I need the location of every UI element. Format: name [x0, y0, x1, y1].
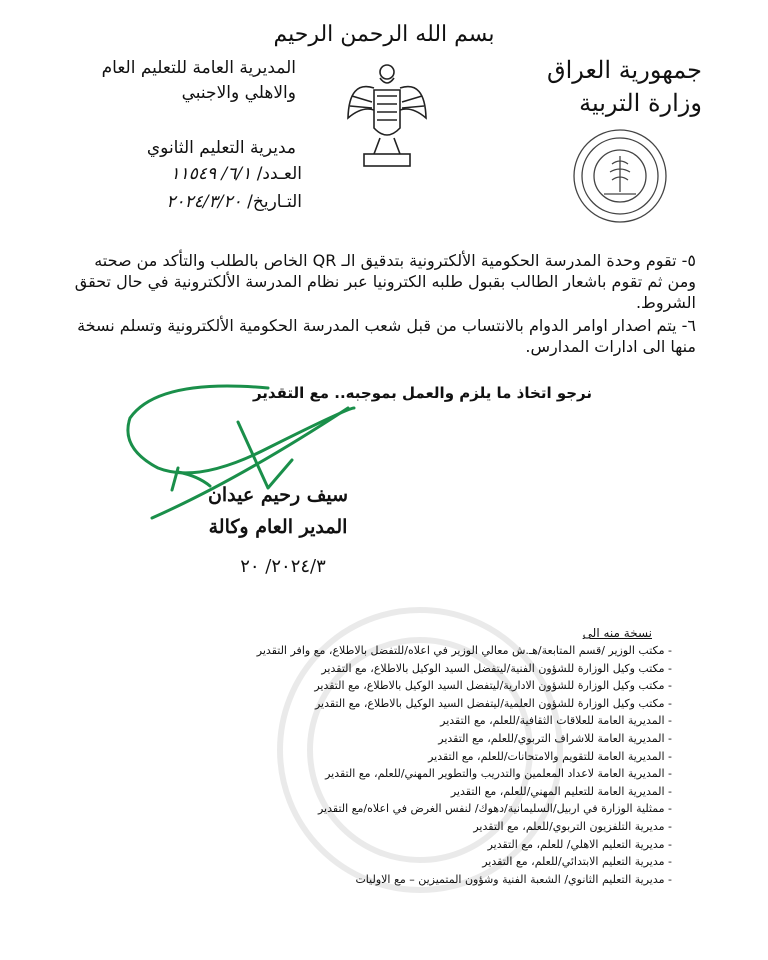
- copy-recipient: - مديرية التعليم الابتدائي/للعلم، مع التقدير: [112, 853, 672, 871]
- basmala: بسم الله الرحمن الرحيم: [273, 22, 495, 47]
- directorate-general-line2: والاهلي والاجنبي: [181, 83, 296, 103]
- signatory-title: المدير العام وكالة: [208, 516, 348, 538]
- copy-recipient: - المديرية العامة لاعداد المعلمين والتدريب والتطوير المهني/للعلم، مع التقدير: [112, 765, 672, 783]
- directorate-general-line1: المديرية العامة للتعليم العام: [101, 58, 296, 78]
- copy-recipient: - مكتب الوزير /قسم المتابعة/هـ.ش معالي الوزير في اعلاه/للتفضل بالاطلاع، مع وافر التقدير: [112, 642, 672, 660]
- copies-list: [112, 642, 672, 888]
- copy-recipient: - المديرية العامة للاشراف التربوي/للعلم، مع التقدير: [112, 730, 672, 748]
- ministry-name: وزارة التربية: [579, 89, 702, 117]
- copy-recipient: - مكتب وكيل الوزارة للشؤون الفنية/ليتفضل السيد الوكيل بالاطلاع، مع التقدير: [112, 660, 672, 678]
- copies-title: نسخة منه الى: [582, 626, 652, 640]
- copy-recipient: - مكتب وكيل الوزارة للشؤون الادارية/ليتفضل السيد الوكيل بالاطلاع، مع التقدير: [112, 677, 672, 695]
- copy-recipient: - ممثلية الوزارة في اربيل/السليمانية/دهوك/ لنفس الغرض في اعلاه/مع التقدير: [112, 800, 672, 818]
- ministry-seal-icon: [572, 128, 668, 224]
- reference-date: [92, 192, 302, 212]
- copy-recipient: - مديرية التلفزيون التربوي/للعلم، مع التقدير: [112, 818, 672, 836]
- signature-date: ٢٠٢٤/٣/ ٢٠: [240, 556, 326, 577]
- signatory-name: سيف رحيم عيدان: [207, 484, 349, 506]
- copy-recipient: - مديرية التعليم الاهلي/ للعلم، مع التقدير: [112, 836, 672, 854]
- eagle-emblem-icon: [344, 58, 430, 180]
- reference-number: [92, 164, 302, 184]
- country-name: جمهورية العراق: [546, 56, 702, 84]
- copy-recipient: - مكتب وكيل الوزارة للشؤون العلمية/ليتفضل السيد الوكيل بالاطلاع، مع التقدير: [112, 695, 672, 713]
- body-item-5: ٥- تقوم وحدة المدرسة الحكومية الألكترونية بتدقيق الـ QR الخاص بالطلب والتأكد من صحته ومن ثم تقوم باشعار الطالب بقبول طلبه الكترونيا عبر نظام المدرسة الألكترونية في حال تحقق الشروط.: [74, 251, 696, 312]
- letter-body: [66, 250, 696, 359]
- date-value: ٢٠٢٤/٣/٢٠: [166, 192, 242, 212]
- copy-recipient: - المديرية العامة للتعليم المهني/للعلم، مع التقدير: [112, 783, 672, 801]
- copy-recipient: - المديرية العامة للعلاقات الثقافية/للعلم، مع التقدير: [112, 712, 672, 730]
- number-label: العـدد/: [256, 164, 302, 184]
- directorate-name: مديرية التعليم الثانوي: [146, 138, 296, 158]
- closing-line: نرجو اتخاذ ما يلزم والعمل بموجبه.. مع التقدير: [252, 384, 592, 402]
- issuer-header: [547, 54, 702, 120]
- body-item-6: ٦- يتم اصدار اوامر الدوام بالانتساب من قبل شعب المدرسة الحكومية الألكترونية وتسلم نسخة منها الى ادارات المدارس.: [77, 316, 696, 356]
- number-value: ٦/١/ ١١٥٤٩: [170, 164, 252, 184]
- copy-recipient: - المديرية العامة للتقويم والامتحانات/للعلم، مع التقدير: [112, 748, 672, 766]
- directorate-general-header: [96, 56, 296, 106]
- date-label: التـاريخ/: [247, 192, 302, 212]
- copy-recipient: - مديرية التعليم الثانوي/ الشعبة الفنية وشؤون المتميزين – مع الاوليات: [112, 871, 672, 889]
